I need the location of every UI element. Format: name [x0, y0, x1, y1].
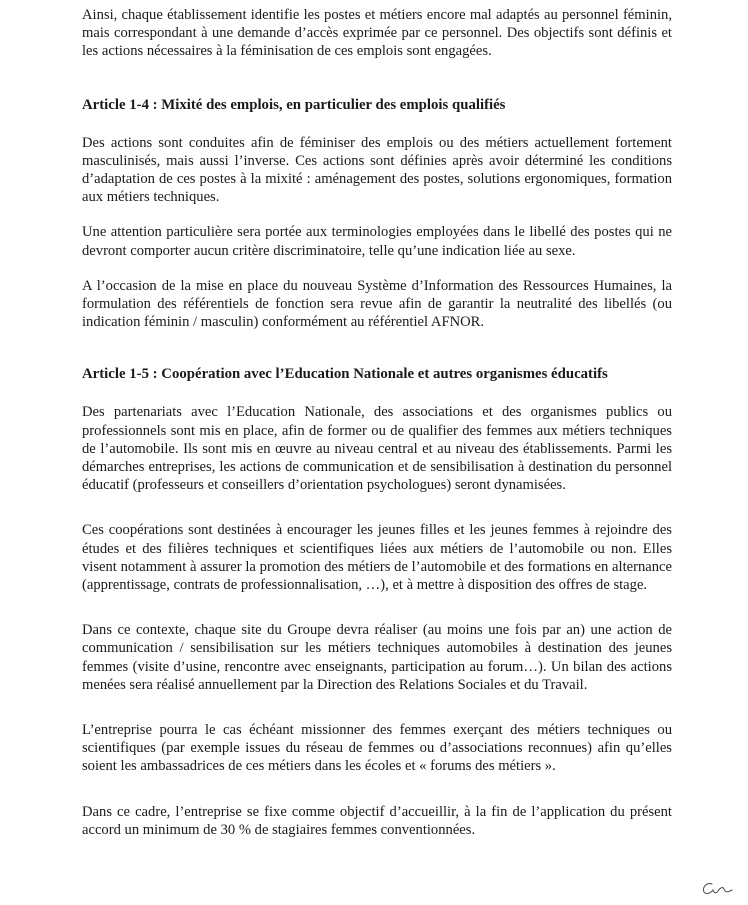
intro-paragraph: Ainsi, chaque établissement identifie les postes et métiers encore mal adaptés au personnel féminin, mais correspondant à une demande d’accès exprimée par ce personnel. Des objectifs sont définis et les actions nécessaires à la féminisation de ces emplois sont engagées.: [82, 7, 672, 60]
article-1-5-paragraph-5: Dans ce cadre, l’entreprise se fixe comme objectif d’accueillir, à la fin de l’application du présent accord un minimum de 30 % de stagiaires femmes conventionnées.: [82, 803, 672, 838]
article-1-5-paragraph-2: Ces coopérations sont destinées à encourager les jeunes filles et les jeunes femmes à rejoindre des études et des filières techniques et scientifiques liées aux métiers de l’automobile ou non. Elles visent notamment à assurer la promotion des métiers de l’automobile et des formations en alternance (apprentissage, contrats de professionnalisation, …), et à mettre à disposition des offres de stage.: [82, 522, 672, 594]
article-1-4-paragraph-3: A l’occasion de la mise en place du nouveau Système d’Information des Ressources Humaines, la formulation des référentiels de fonction sera revue afin de garantir la neutralité des libellés (ou indication féminin / masculin) conformément au référentiel AFNOR.: [82, 277, 672, 331]
handwritten-signature-icon: [700, 880, 734, 898]
article-1-5-paragraph-3: Dans ce contexte, chaque site du Groupe devra réaliser (au moins une fois par an) une action de communication / sensibilisation sur les métiers techniques automobiles à destination des jeunes femmes (visite d’usine, rencontre avec enseignants, participation au forum…). Un bilan des actions menées sera réalisé annuellement par la Direction des Relations Sociales et du Travail.: [82, 622, 672, 693]
document-page: [82, 6, 672, 839]
article-1-4-heading: Article 1-4 : Mixité des emplois, en particulier des emplois qualifiés: [82, 96, 506, 113]
article-1-5-paragraph-1: Des partenariats avec l’Education Nationale, des associations et des organismes publics ou professionnels sont mis en place, afin de former ou de qualifier des femmes aux métiers techniques de l’automobile. Ils sont mis en œuvre au niveau central et au niveau des établissements. Parmi les démarches entreprises, les actions de communication et de sensibilisation à destination du personnel éducatif (professeurs et conseillers d’orientation psychologues) seront dynamisées.: [82, 404, 672, 494]
article-1-5-paragraph-4: L’entreprise pourra le cas échéant missionner des femmes exerçant des métiers techniques ou scientifiques (par exemple issues du réseau de femmes ou d’associations reconnues) afin qu’elles soient les ambassadrices de ces métiers dans les écoles et « forums des métiers ».: [82, 722, 672, 775]
article-1-4-paragraph-1: Des actions sont conduites afin de féminiser des emplois ou des métiers actuellement fortement masculinisés, mais aussi l’inverse. Ces actions sont définies après avoir déterminé les conditions d’adaptation de ces postes à la mixité : aménagement des postes, solutions ergonomiques, formation aux métiers techniques.: [82, 134, 672, 206]
article-1-5-heading: Article 1-5 : Coopération avec l’Education Nationale et autres organismes éducatifs: [82, 366, 608, 383]
article-1-4-paragraph-2: Une attention particulière sera portée aux terminologies employées dans le libellé des postes qui ne devront comporter aucun critère discriminatoire, telle qu’une indication liée au sexe.: [82, 224, 672, 259]
